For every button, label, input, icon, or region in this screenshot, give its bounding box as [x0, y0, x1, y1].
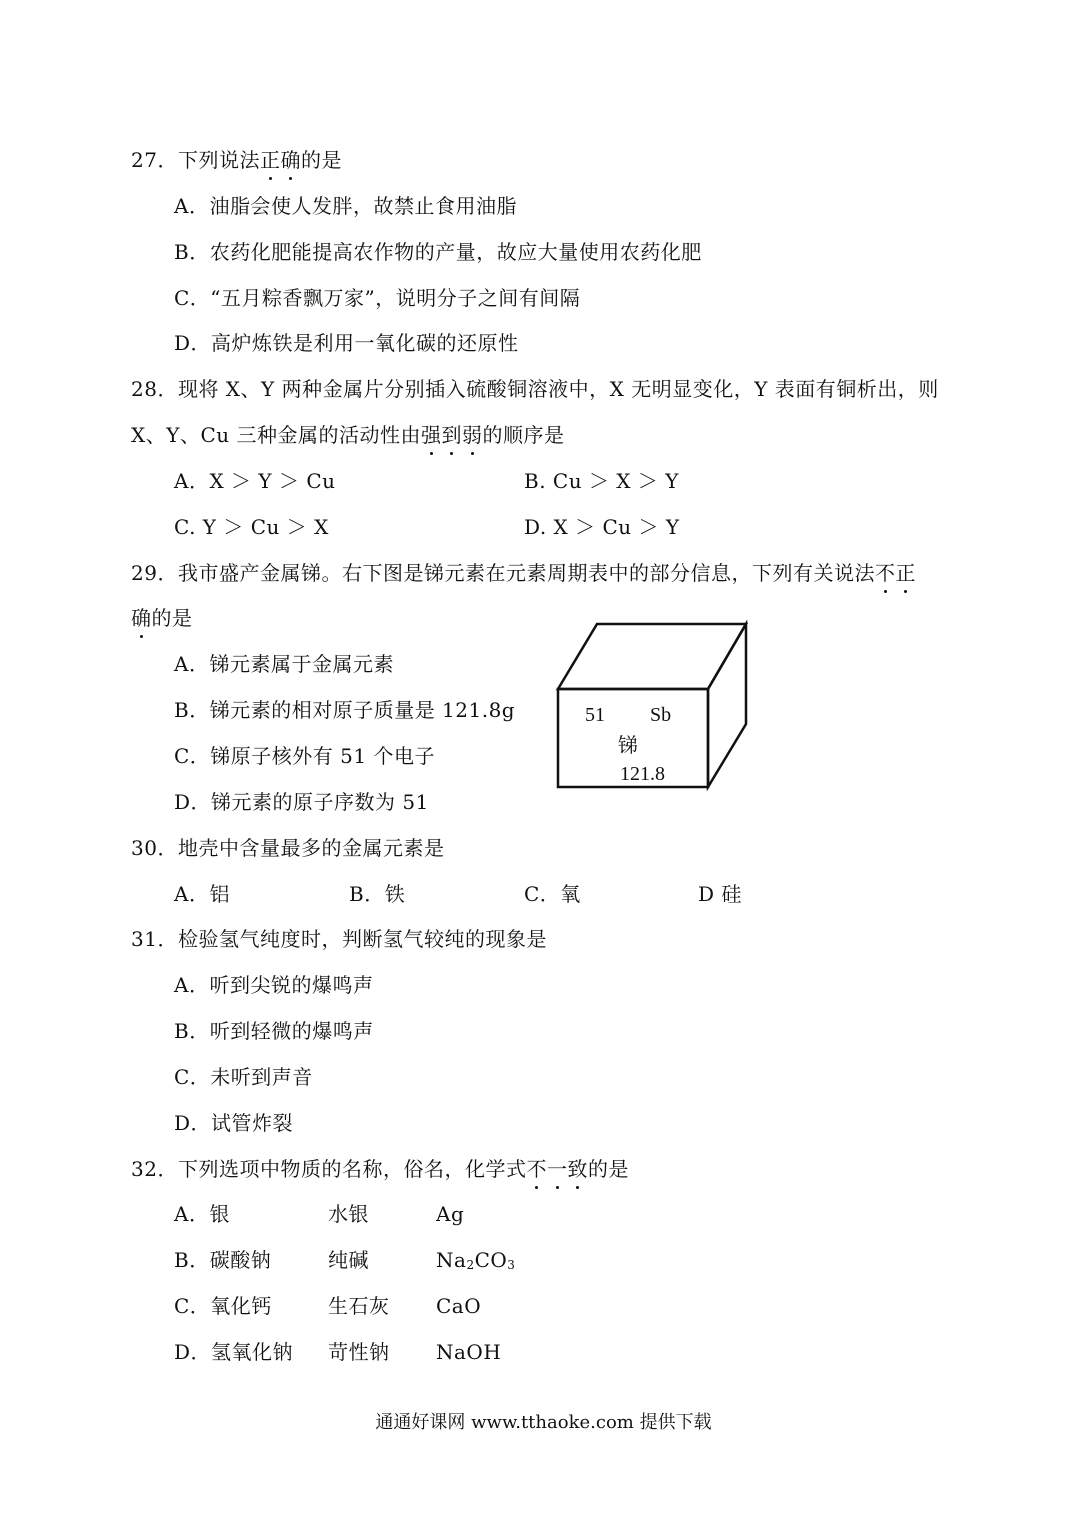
- q28-stem-line1: 28．现将 X、Y 两种金属片分别插入硫酸铜溶液中，X 无明显变化，Y 表面有铜析出，则: [131, 377, 939, 401]
- element-name: 锑: [618, 733, 638, 757]
- q32-row-b-common: 纯碱: [328, 1248, 369, 1272]
- q29-option-a: A．锑元素属于金属元素: [174, 652, 394, 676]
- q28-option-d: D. X ＞ Cu ＞ Y: [524, 515, 680, 539]
- q29-stem-line1: 29．我市盛产金属锑。右下图是锑元素在元素周期表中的部分信息，下列有关说法不正: [131, 561, 916, 585]
- q32-row-d-label: D．氢氧化钠: [174, 1340, 294, 1364]
- q30-option-d: D 硅: [698, 882, 742, 906]
- q30-option-b: B．铁: [349, 882, 406, 906]
- q29-option-c: C．锑原子核外有 51 个电子: [174, 744, 435, 768]
- q32-row-c-label: C．氧化钙: [174, 1294, 272, 1318]
- q32-row-a-common: 水银: [328, 1202, 369, 1226]
- q28-stem-line2: X、Y、Cu 三种金属的活动性由强到弱的顺序是: [131, 423, 565, 447]
- element-mass: 121.8: [620, 763, 665, 785]
- q32-row-a-label: A．银: [174, 1202, 230, 1226]
- q30-stem: 30．地壳中含量最多的金属元素是: [131, 836, 445, 860]
- q27-option-d: D．高炉炼铁是利用一氧化碳的还原性: [174, 331, 519, 355]
- element-number: 51: [585, 704, 605, 726]
- q29-option-d: D．锑元素的原子序数为 51: [174, 790, 429, 814]
- q29-stem-line2: 确的是: [131, 606, 193, 630]
- page-footer: 通通好课网 www.tthaoke.com 提供下载: [375, 1412, 712, 1433]
- q32-row-d-formula: NaOH: [436, 1340, 502, 1364]
- q32-row-c-common: 生石灰: [328, 1294, 390, 1318]
- q32-row-b-formula: Na2CO3: [436, 1248, 516, 1272]
- q30-option-a: A．铝: [174, 882, 230, 906]
- q27-option-b: B．农药化肥能提高农作物的产量，故应大量使用农药化肥: [174, 240, 702, 264]
- q32-row-d-common: 苛性钠: [328, 1340, 390, 1364]
- q32-row-b-label: B．碳酸钠: [174, 1248, 272, 1272]
- q27-option-a: A．油脂会使人发胖，故禁止食用油脂: [174, 194, 517, 218]
- q31-stem: 31．检验氢气纯度时，判断氢气较纯的现象是: [131, 927, 547, 951]
- q32-row-a-formula: Ag: [436, 1202, 465, 1226]
- q28-option-a: A．X ＞ Y ＞ Cu: [174, 469, 336, 493]
- q27-option-c: C．“五月粽香飘万家”，说明分子之间有间隔: [174, 286, 581, 310]
- q31-option-d: D．试管炸裂: [174, 1111, 294, 1135]
- q30-option-c: C．氧: [524, 882, 581, 906]
- antimony-element-cube: [550, 617, 755, 797]
- q32-row-c-formula: CaO: [436, 1294, 482, 1318]
- element-symbol: Sb: [650, 704, 672, 726]
- q29-option-b: B．锑元素的相对原子质量是 121.8g: [174, 698, 516, 722]
- q28-option-c: C. Y ＞ Cu ＞ X: [174, 515, 329, 539]
- q32-stem: 32．下列选项中物质的名称，俗名，化学式不一致的是: [131, 1157, 629, 1181]
- q27-stem: 27．下列说法正确的是: [131, 148, 342, 172]
- q31-option-c: C．未听到声音: [174, 1065, 313, 1089]
- q28-option-b: B. Cu ＞ X ＞ Y: [524, 469, 679, 493]
- q31-option-a: A．听到尖锐的爆鸣声: [174, 973, 374, 997]
- q31-option-b: B．听到轻微的爆鸣声: [174, 1019, 374, 1043]
